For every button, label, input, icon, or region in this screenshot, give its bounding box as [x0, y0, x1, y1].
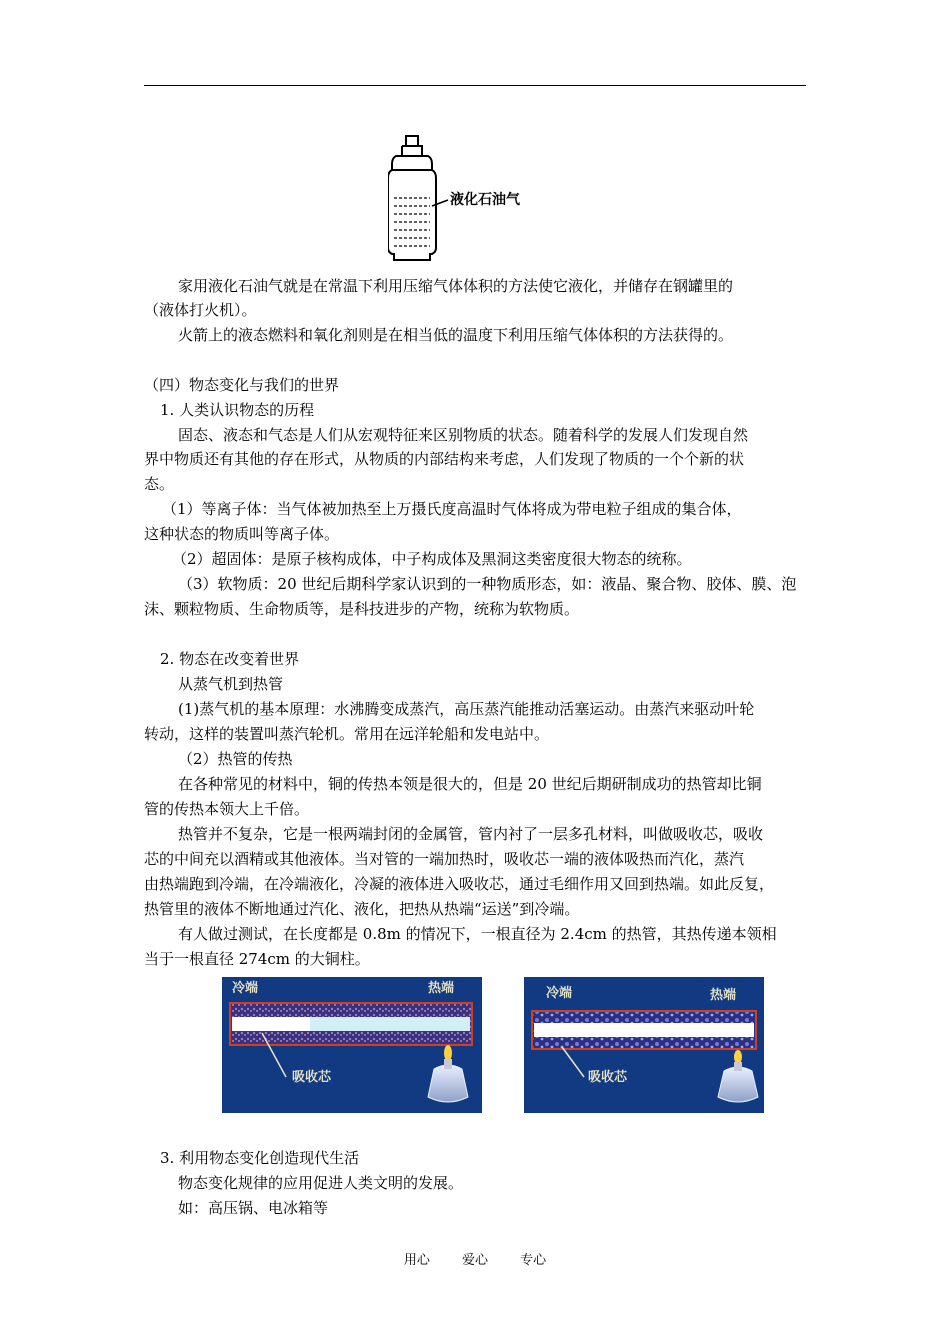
- paragraph-line: 物态变化规律的应用促进人类文明的发展。: [178, 1174, 464, 1192]
- paragraph-line: 如：高压锅、电冰箱等: [178, 1199, 329, 1217]
- subsection-heading: 1. 人类认识物态的历程: [160, 401, 315, 419]
- paragraph-line: 家用液化石油气就是在常温下利用压缩气体体积的方法使它液化，并储存在钢罐里的: [178, 277, 734, 295]
- footer-text: 爱心: [461, 1253, 488, 1268]
- paragraph-line: 固态、液态和气态是人们从宏观特征来区别物质的状态。随着科学的发展人们发现自然: [178, 426, 749, 444]
- section-heading: （四）物态变化与我们的世界: [144, 376, 340, 394]
- page-footer: [0, 1249, 950, 1268]
- paragraph-line: 火箭上的液态燃料和氧化剂则是在相当低的温度下利用压缩气体体积的方法获得的。: [178, 326, 734, 344]
- paragraph-line: 在各种常见的材料中，铜的传热本领是很大的，但是 20 世纪后期研制成功的热管却比铜: [178, 775, 762, 793]
- paragraph-line: （液体打火机）。: [144, 301, 257, 319]
- alcohol-lamp-icon: [428, 1065, 468, 1102]
- lpg-tank-figure: [388, 130, 568, 262]
- paragraph-line: 界中物质还有其他的存在形式，从物质的内部结构来考虑，人们发现了物质的一个个新的状: [144, 450, 745, 468]
- paragraph-line: 管的传热本领大上千倍。: [144, 800, 310, 818]
- paragraph-line: 从蒸气机到热管: [178, 675, 284, 693]
- alcohol-lamp-icon: [718, 1067, 758, 1102]
- subsection-heading: 2. 物态在改变着世界: [160, 650, 300, 668]
- paragraph-line: 有人做过测试，在长度都是 0.8m 的情况下，一根直径为 2.4cm 的热管，其热传递本领相: [178, 925, 777, 943]
- paragraph-line: （3）软物质：20 世纪后期科学家认识到的一种物质形态，如：液晶、聚合物、胶体、膜、泡: [178, 575, 797, 593]
- paragraph-line: (1)蒸气机的基本原理：水沸腾变成蒸汽，高压蒸汽能推动活塞运动。由蒸汽来驱动叶轮: [178, 700, 755, 718]
- flame-icon: [444, 1045, 452, 1061]
- paragraph-line: （2）超固体：是原子核构成体，中子构成体及黑洞这类密度很大物态的统称。: [172, 550, 692, 568]
- paragraph-line: 由热端跑到冷端，在冷端液化，冷凝的液体进入吸收芯，通过毛细作用又回到热端。如此反复，: [144, 875, 775, 893]
- subsection-heading: 3. 利用物态变化创造现代生活: [160, 1149, 360, 1167]
- paragraph-line: 沫、颗粒物质、生命物质等，是科技进步的产物，统称为软物质。: [144, 600, 580, 618]
- paragraph-line: 态。: [144, 475, 175, 493]
- paragraph-line: 热管并不复杂，它是一根两端封闭的金属管，管内衬了一层多孔材料，叫做吸收芯，吸收: [178, 825, 764, 843]
- heat-pipe-figure-left: [222, 977, 482, 1113]
- cold-end-label: 冷端: [546, 986, 573, 1001]
- paragraph-line: （2）热管的传热: [178, 750, 293, 768]
- cold-end-label: 冷端: [232, 981, 259, 996]
- header-rule: [144, 85, 806, 86]
- paragraph-line: 转动，这样的装置叫蒸汽轮机。常用在远洋轮船和发电站中。: [144, 725, 550, 743]
- hot-end-label: 热端: [428, 981, 455, 996]
- wick-label: 吸收芯: [588, 1070, 628, 1085]
- wick-label: 吸收芯: [292, 1070, 332, 1085]
- paragraph-line: 热管里的液体不断地通过汽化、液化，把热从热端“运送”到冷端。: [144, 900, 580, 918]
- footer-text: 专心: [520, 1253, 547, 1268]
- paragraph-line: 芯的中间充以酒精或其他液体。当对管的一端加热时，吸收芯一端的液体吸热而汽化，蒸汽: [144, 850, 745, 868]
- paragraph-line: 这种状态的物质叫等离子体。: [144, 525, 340, 543]
- tank-label: 液化石油气: [450, 192, 520, 208]
- footer-text: 用心: [403, 1253, 430, 1268]
- paragraph-line: （1）等离子体：当气体被加热至上万摄氏度高温时气体将成为带电粒子组成的集合体，: [162, 500, 742, 518]
- flame-icon: [734, 1050, 742, 1064]
- heat-pipe-figure-right: [524, 977, 764, 1113]
- paragraph-line: 当于一根直径 274cm 的大铜柱。: [144, 950, 370, 968]
- hot-end-label: 热端: [710, 988, 737, 1003]
